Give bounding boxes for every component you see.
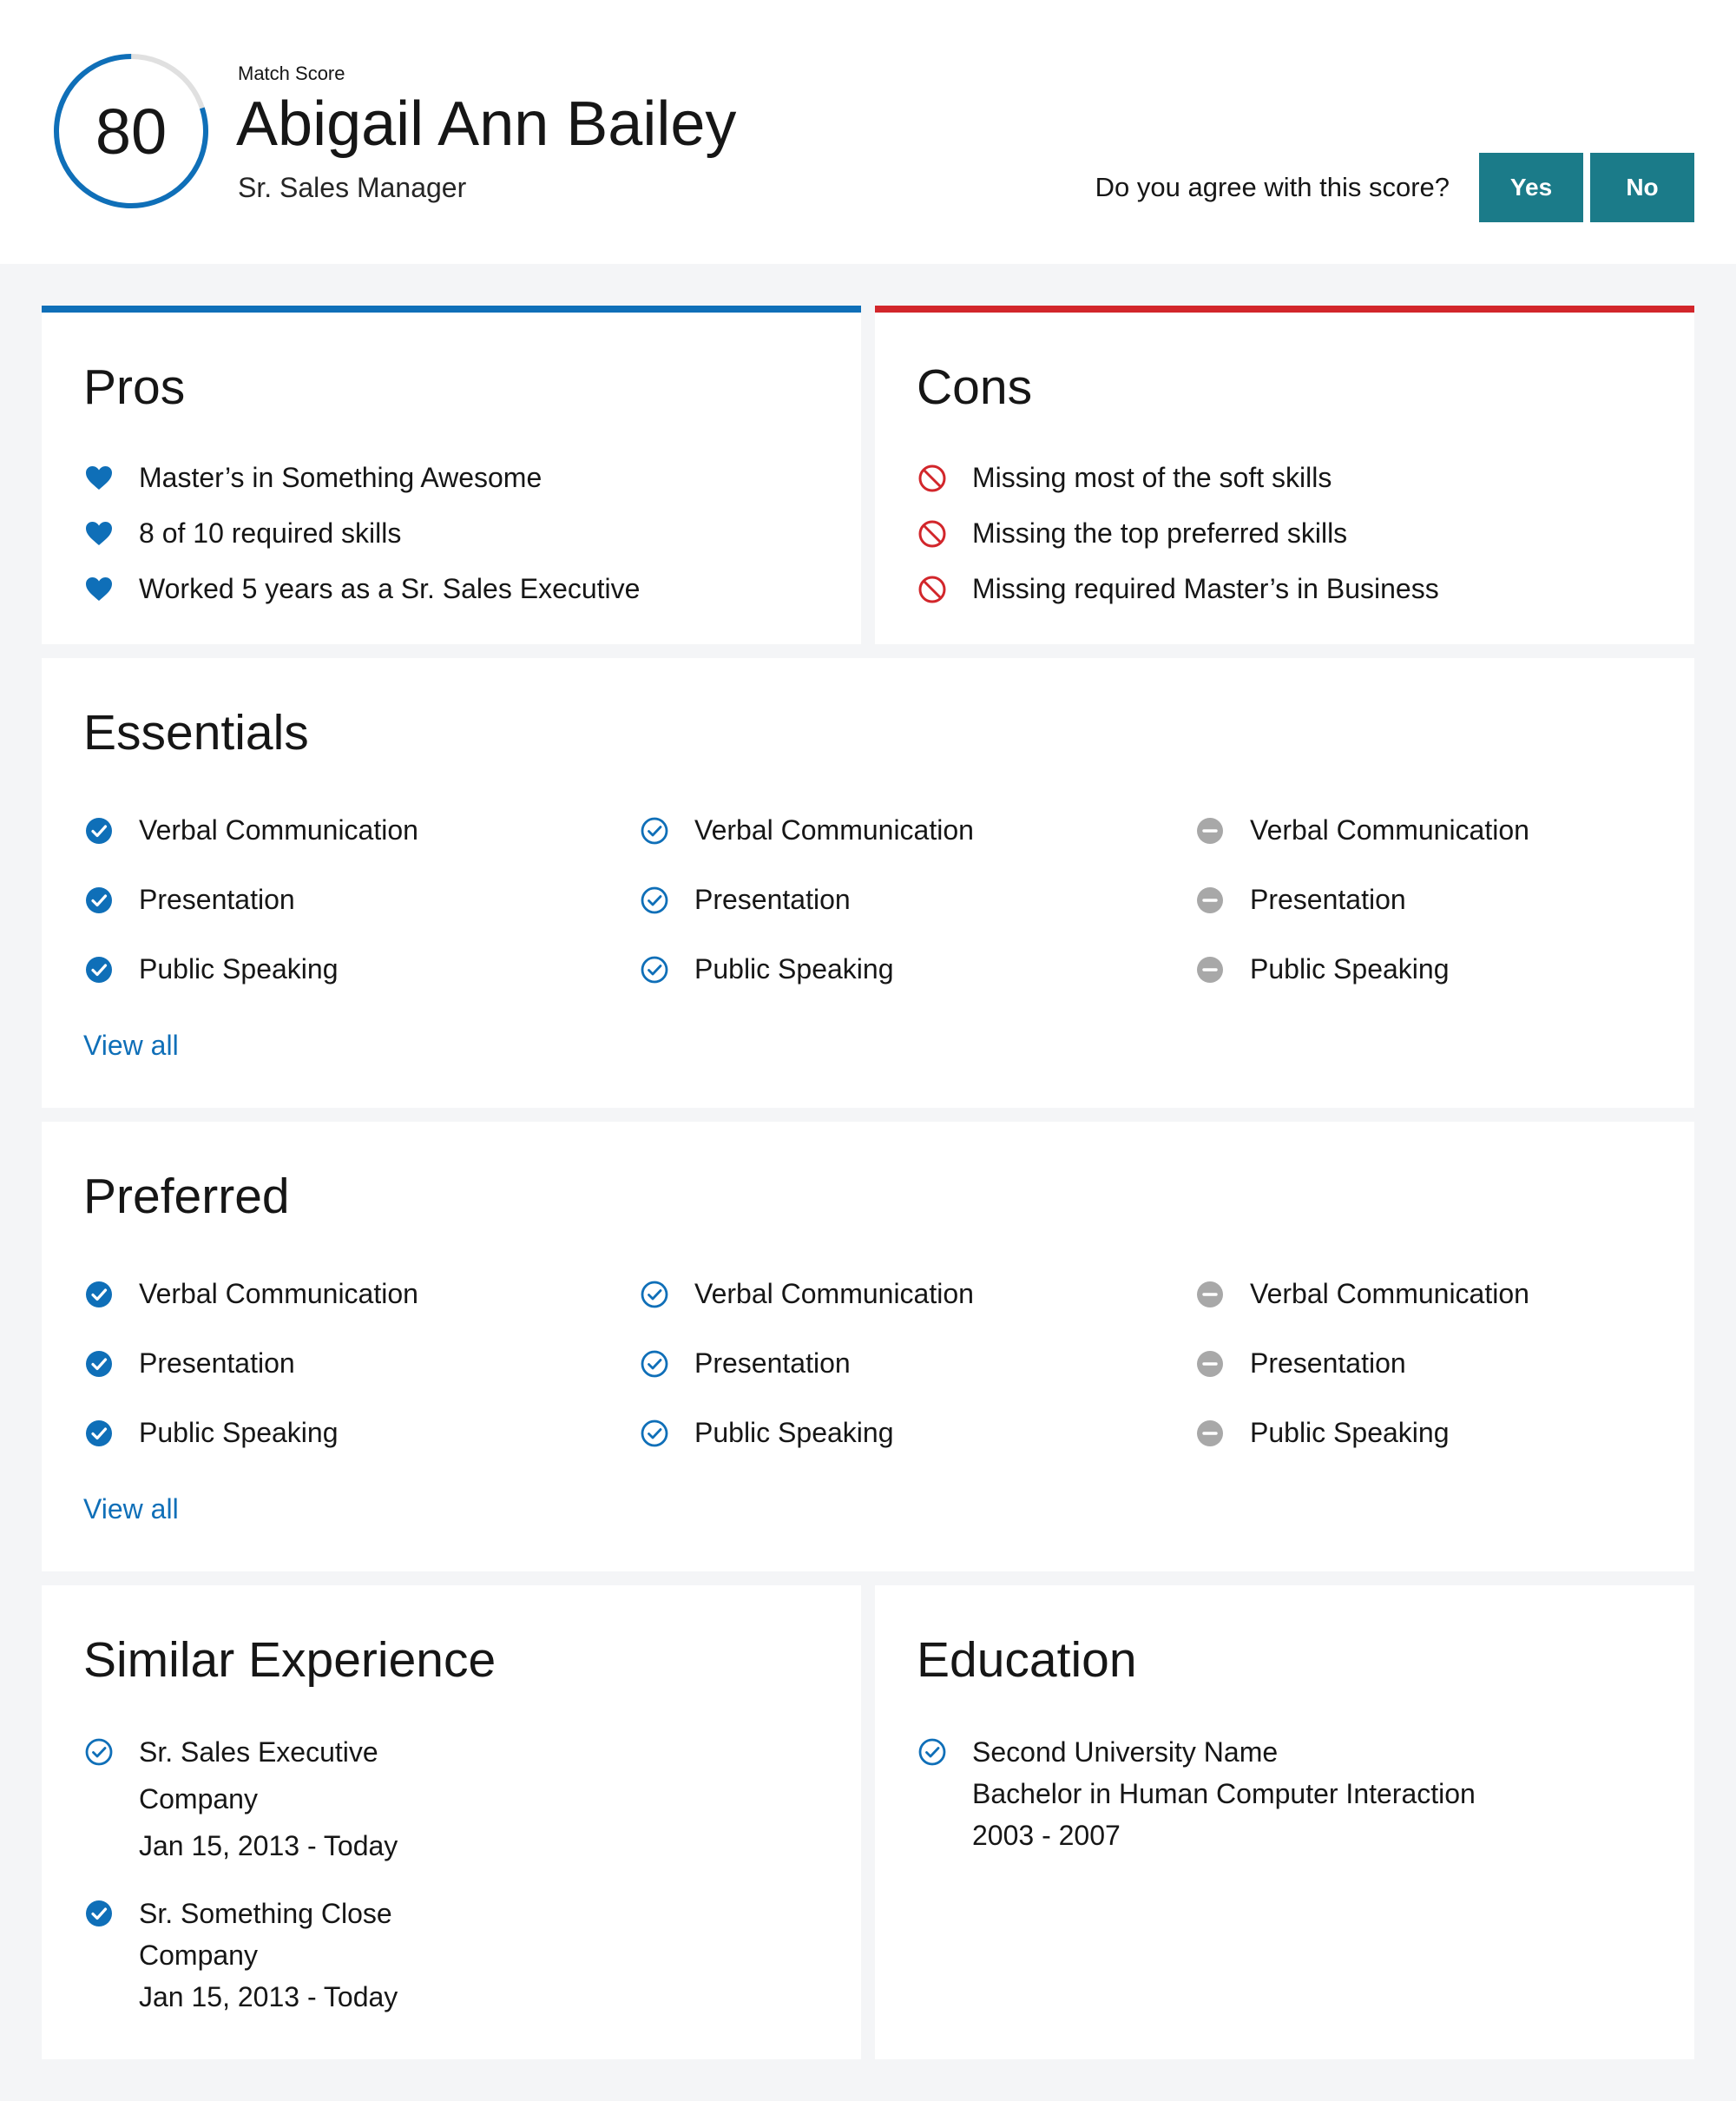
experience-role: Sr. Something Close: [139, 1898, 392, 1929]
heart-icon: [83, 518, 115, 550]
skill-label: Verbal Communication: [139, 1278, 418, 1309]
score-value: 80: [95, 95, 168, 168]
essentials-title: Essentials: [83, 705, 309, 761]
skill-label: Verbal Communication: [694, 1278, 974, 1309]
skill-label: Verbal Communication: [1250, 814, 1529, 846]
prohibited-icon: [917, 518, 948, 550]
cons-item: [917, 517, 1347, 550]
check-circle-filled-icon: [83, 1279, 115, 1310]
essential-skill-missing: [1194, 884, 1406, 916]
preferred-skill-missing: [1194, 1417, 1449, 1449]
education-card: [875, 1585, 1694, 2059]
preferred-title: Preferred: [83, 1169, 290, 1224]
preferred-skill-matched: [83, 1417, 338, 1449]
skill-label: Public Speaking: [1250, 953, 1450, 985]
cons-item-label: Missing required Master’s in Business: [972, 573, 1439, 604]
check-circle-outline-icon: [639, 1418, 670, 1449]
match-score-ring: [52, 52, 210, 210]
preferred-skill-partial: [639, 1417, 893, 1449]
essentials-card: [42, 658, 1694, 1108]
education-degree: Bachelor in Human Computer Interaction: [972, 1778, 1476, 1809]
minus-circle-icon: [1194, 815, 1226, 846]
agree-no-button[interactable]: No: [1590, 153, 1694, 222]
experience-dates: Jan 15, 2013 - Today: [139, 1830, 398, 1861]
cons-title: Cons: [917, 359, 1033, 415]
check-circle-outline-icon: [83, 1736, 115, 1768]
candidate-name: Abigail Ann Bailey: [236, 89, 737, 159]
pros-item: [83, 517, 401, 550]
experience-entry: [139, 1731, 398, 1872]
check-circle-filled-icon: [83, 1898, 115, 1929]
heart-icon: [83, 463, 115, 494]
essential-skill-missing: [1194, 953, 1449, 985]
skill-label: Public Speaking: [139, 953, 339, 985]
essential-skill-matched: [83, 953, 338, 985]
essentials-view-all-link[interactable]: View all: [83, 1030, 179, 1061]
pros-item-label: Master’s in Something Awesome: [139, 462, 542, 493]
minus-circle-icon: [1194, 1279, 1226, 1310]
pros-item-label: Worked 5 years as a Sr. Sales Executive: [139, 573, 641, 604]
skill-label: Presentation: [139, 1347, 295, 1379]
preferred-skill-matched: [83, 1278, 418, 1310]
similar-experience-card: [42, 1585, 861, 2059]
cons-item: [917, 462, 1332, 494]
essential-skill-partial: [639, 953, 893, 985]
skill-label: Verbal Communication: [694, 814, 974, 846]
match-score-label: Match Score: [238, 63, 345, 84]
preferred-card: [42, 1122, 1694, 1571]
essential-skill-partial: [639, 884, 851, 916]
minus-circle-icon: [1194, 954, 1226, 985]
experience-role: Sr. Sales Executive: [139, 1736, 378, 1768]
check-circle-outline-icon: [917, 1736, 948, 1768]
minus-circle-icon: [1194, 1348, 1226, 1380]
skill-label: Presentation: [694, 884, 851, 915]
agree-question: Do you agree with this score?: [1095, 172, 1450, 202]
cons-item-label: Missing the top preferred skills: [972, 517, 1348, 549]
skill-label: Public Speaking: [694, 953, 894, 985]
essential-skill-matched: [83, 884, 295, 916]
candidate-header: [0, 0, 1736, 264]
skill-label: Verbal Communication: [139, 814, 418, 846]
experience-dates: Jan 15, 2013 - Today: [139, 1981, 398, 2012]
check-circle-filled-icon: [83, 885, 115, 916]
check-circle-outline-icon: [639, 815, 670, 846]
preferred-skill-partial: [639, 1278, 974, 1310]
cons-item: [917, 573, 1439, 605]
prohibited-icon: [917, 574, 948, 605]
pros-item-label: 8 of 10 required skills: [139, 517, 402, 549]
preferred-skill-missing: [1194, 1347, 1406, 1380]
skill-label: Presentation: [139, 884, 295, 915]
experience-company: Company: [139, 1783, 258, 1814]
check-circle-outline-icon: [639, 1279, 670, 1310]
education-entry: [972, 1731, 1476, 1856]
heart-icon: [83, 574, 115, 605]
skill-label: Public Speaking: [139, 1417, 339, 1448]
check-circle-outline-icon: [639, 954, 670, 985]
experience-entry: [139, 1893, 398, 2018]
skill-label: Verbal Communication: [1250, 1278, 1529, 1309]
minus-circle-icon: [1194, 885, 1226, 916]
preferred-skill-partial: [639, 1347, 851, 1380]
preferred-view-all-link[interactable]: View all: [83, 1493, 179, 1525]
pros-card: [42, 306, 861, 644]
minus-circle-icon: [1194, 1418, 1226, 1449]
preferred-skill-matched: [83, 1347, 295, 1380]
pros-item: [83, 462, 542, 494]
experience-title: Similar Experience: [83, 1632, 496, 1688]
check-circle-outline-icon: [639, 885, 670, 916]
check-circle-filled-icon: [83, 954, 115, 985]
cons-card: [875, 306, 1694, 644]
skill-label: Public Speaking: [1250, 1417, 1450, 1448]
pros-item: [83, 573, 640, 605]
check-circle-outline-icon: [639, 1348, 670, 1380]
check-circle-filled-icon: [83, 1418, 115, 1449]
education-school: Second University Name: [972, 1736, 1279, 1768]
check-circle-filled-icon: [83, 815, 115, 846]
agree-yes-button[interactable]: Yes: [1479, 153, 1583, 222]
essential-skill-missing: [1194, 814, 1529, 846]
education-years: 2003 - 2007: [972, 1820, 1121, 1851]
education-title: Education: [917, 1632, 1137, 1688]
skill-label: Public Speaking: [694, 1417, 894, 1448]
skill-label: Presentation: [694, 1347, 851, 1379]
candidate-title: Sr. Sales Manager: [238, 172, 467, 203]
essential-skill-matched: [83, 814, 418, 846]
essential-skill-partial: [639, 814, 974, 846]
check-circle-filled-icon: [83, 1348, 115, 1380]
skill-label: Presentation: [1250, 884, 1406, 915]
pros-title: Pros: [83, 359, 186, 415]
skill-label: Presentation: [1250, 1347, 1406, 1379]
preferred-skill-missing: [1194, 1278, 1529, 1310]
cons-item-label: Missing most of the soft skills: [972, 462, 1332, 493]
experience-company: Company: [139, 1940, 258, 1971]
prohibited-icon: [917, 463, 948, 494]
